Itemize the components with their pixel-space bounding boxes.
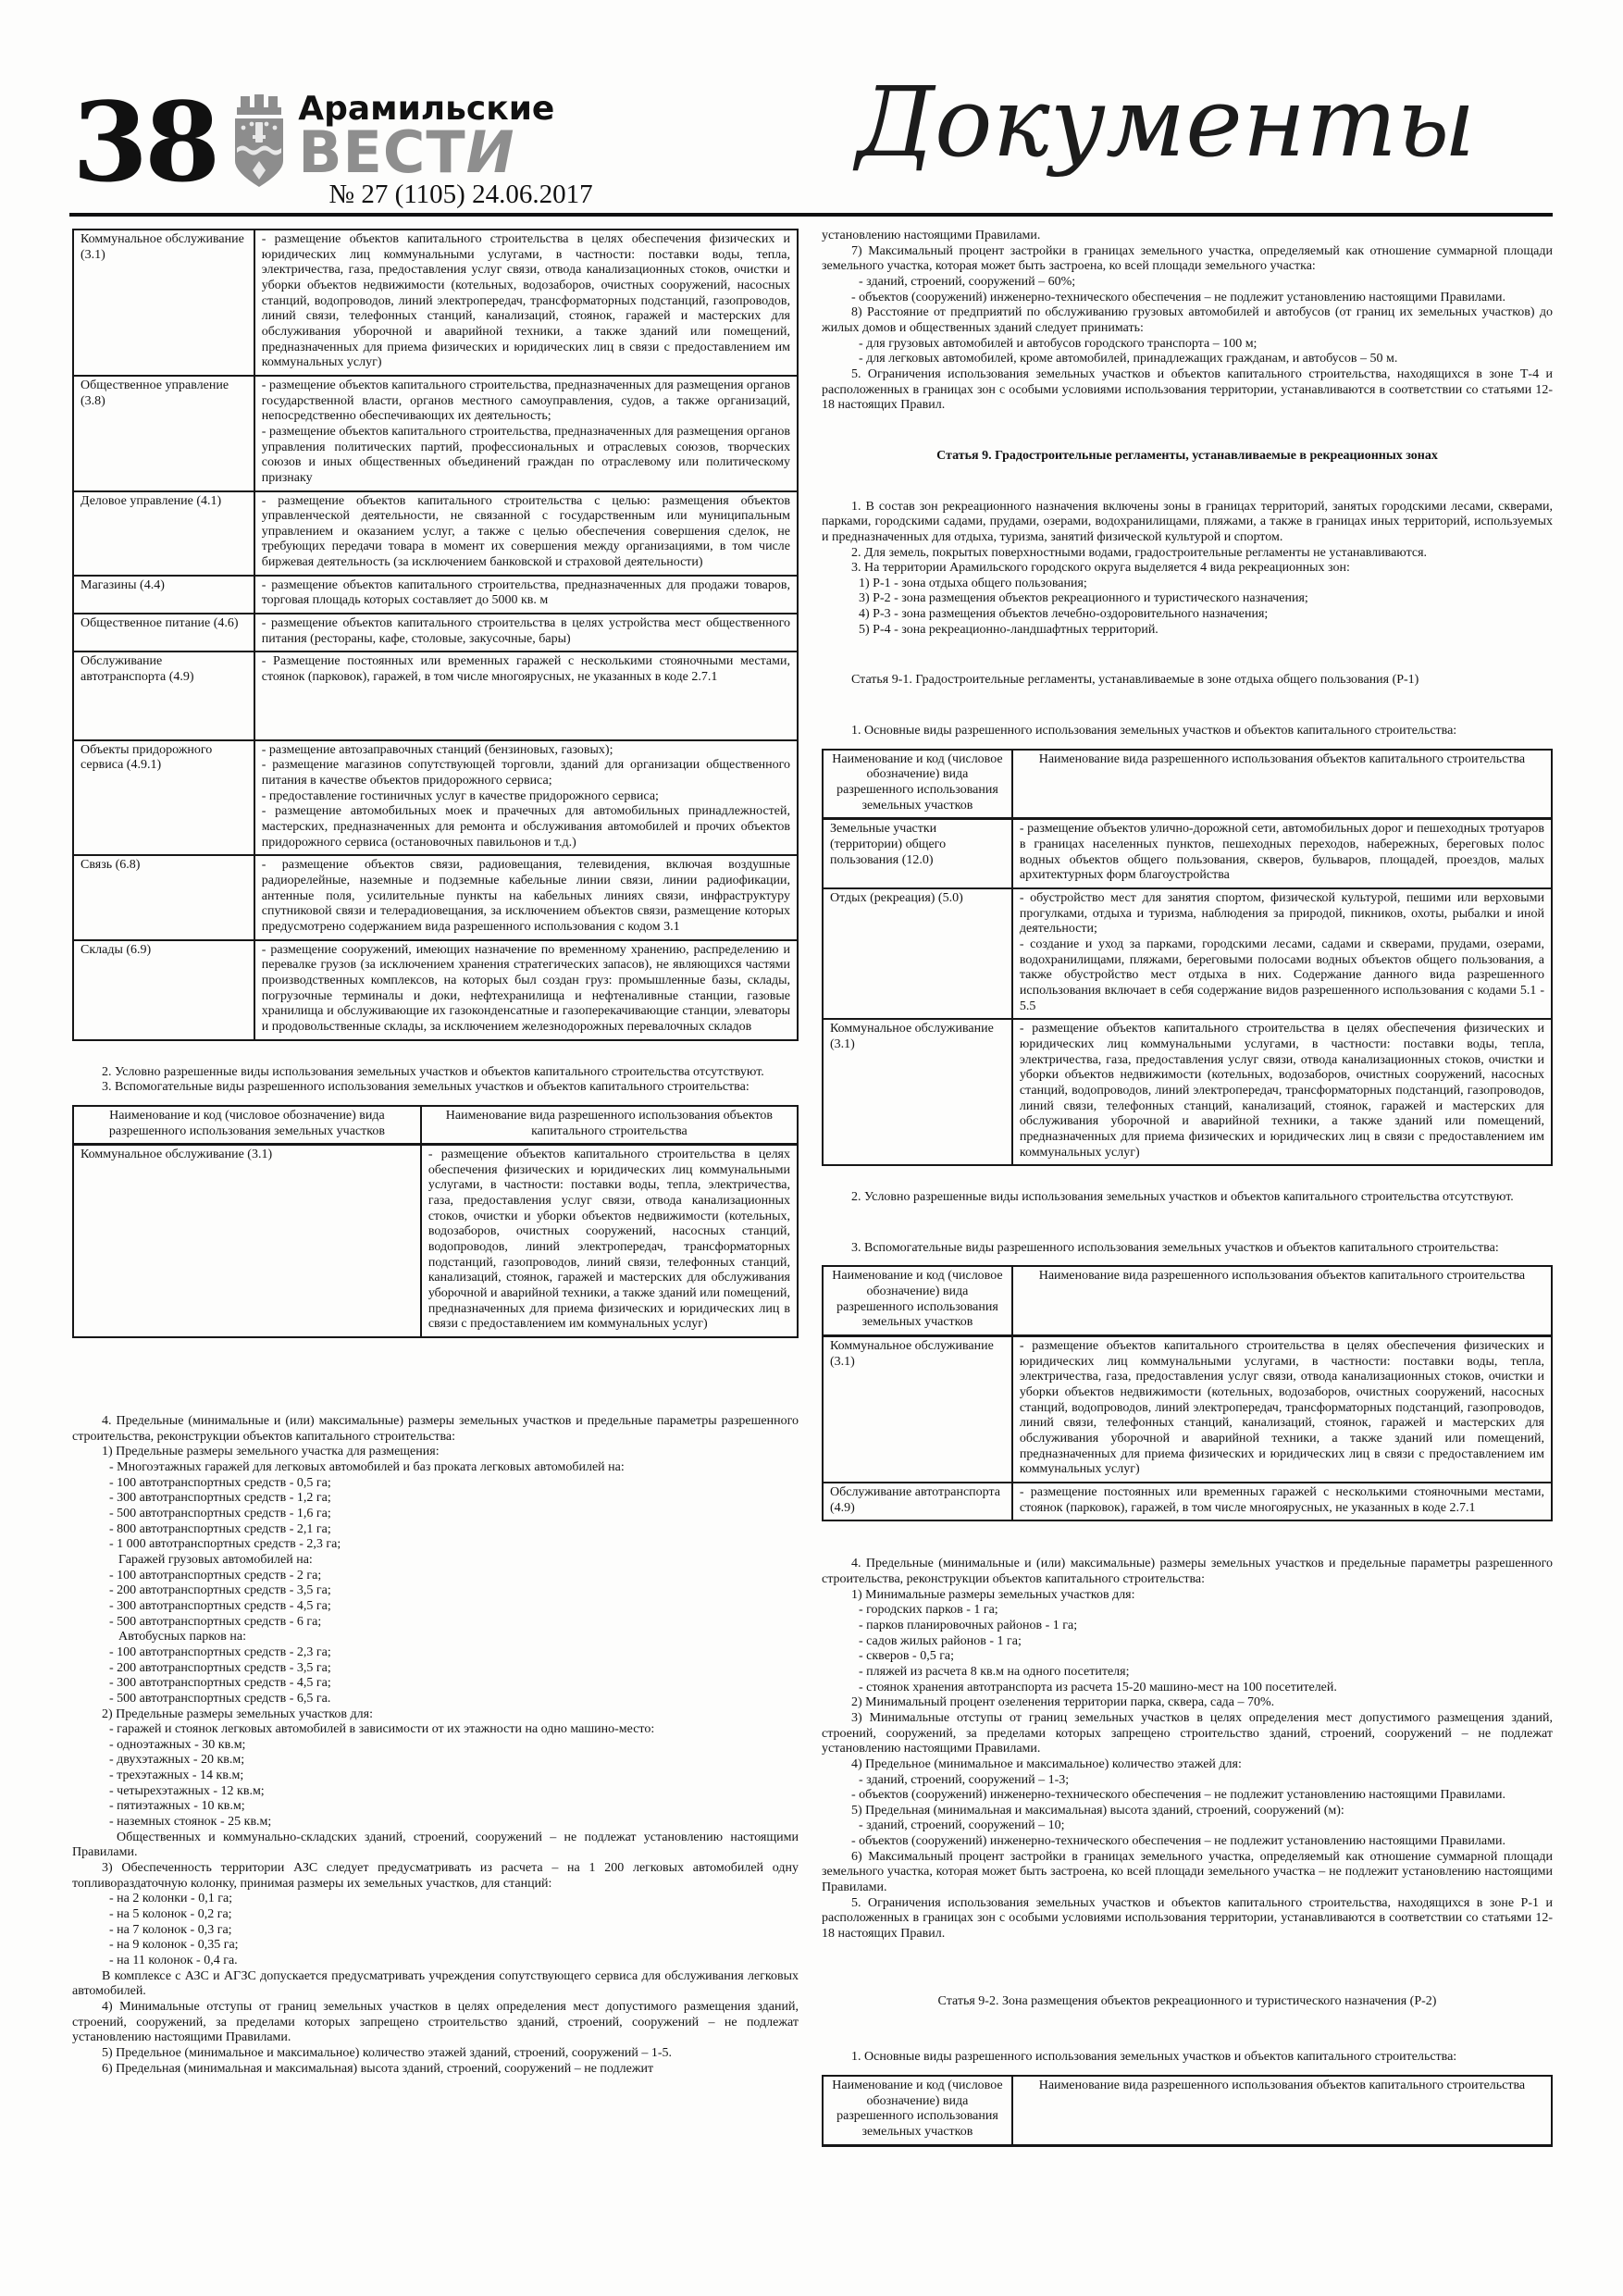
table-row [73, 576, 798, 614]
use-description-item: - обустройство мест для занятия спортом, физической культурой, пешими или верховыми прогулками, отдыха и туризма, наблюдения за природой, пикников, охоты, рыбалки и иной деятельности; [1019, 891, 1544, 937]
use-description-cell [254, 376, 798, 491]
left-column [72, 229, 799, 2077]
table-row [73, 376, 798, 491]
use-description-cell [1012, 819, 1552, 888]
use-description-item: - Размещение постоянных или временных гаражей с несколькими стояночными местами, стоянок (парковок), гаражей, в том числе многоярусных, не указанных в коде 2.7.1 [261, 654, 790, 685]
paragraph: - объектов (сооружений) инженерно-технического обеспечения – не подлежит установлению настоящими Правилами. [851, 1834, 1505, 1849]
land-use-table [822, 1265, 1553, 1521]
table-row [73, 491, 798, 576]
paragraph: 2) Минимальный процент озеленения территории парка, сквера, сада – 70%. [851, 1695, 1275, 1710]
list-item: Автобусных парков на: [118, 1630, 247, 1644]
list-item: - гаражей и стоянок легковых автомобилей в зависимости от их этажности на одно машино-место: [109, 1722, 655, 1737]
use-name-cell: Обслуживание автотранспорта (4.9) [73, 652, 254, 739]
list-item: - 100 автотранспортных средств - 0,5 га; [109, 1475, 331, 1490]
list-item: - на 2 колонки - 0,1 га; [109, 1892, 233, 1906]
list-item: - 100 автотранспортных средств - 2,3 га; [109, 1644, 331, 1659]
use-name-cell: Общественное управление (3.8) [73, 376, 254, 491]
use-description-item: - размещение объектов капитального строительства, предназначенных для продажи товаров, торговая площадь которых составляет до 5000 кв. м [261, 577, 790, 608]
use-description-item: - размещение объектов улично-дорожной сети, автомобильных дорог и пешеходных тротуаров в границах населенных пунктов, пешеходных переходов, набережных, береговых полос водных объектов общего пользования, скверов, бульваров, площадей, проездов, малых архитектурных форм благоустройства [1019, 822, 1544, 883]
list-item: - зданий, строений, сооружений – 1-3; [859, 1772, 1070, 1787]
masthead-title [298, 90, 555, 186]
use-description-cell [1012, 1483, 1552, 1520]
list-item: - трехэтажных - 14 кв.м; [109, 1769, 244, 1783]
paragraph: - объектов (сооружений) инженерно-технического обеспечения – не подлежит установлению настоящими Правилами. [851, 1788, 1505, 1803]
table-row [73, 940, 798, 1040]
list-item: 3) Р-2 - зона размещения объектов рекреационного и туристического назначения; [859, 591, 1308, 606]
paragraph: 3. Вспомогательные виды разрешенного использования земельных участков и объектов капитального строительства: [851, 1240, 1499, 1255]
paragraph: Статья 9-1. Градостроительные регламенты, устанавливаемые в зоне отдыха общего пользования (Р-1) [851, 673, 1419, 688]
paragraph: 3. Вспомогательные виды разрешенного использования земельных участков и объектов капитального строительства: [102, 1080, 750, 1095]
use-name-cell: Общественное питание (4.6) [73, 614, 254, 652]
right-column [822, 229, 1553, 2147]
use-description-item: - предоставление гостиничных услуг в качестве придорожного сервиса; [261, 788, 659, 803]
list-item: - городских парков - 1 га; [859, 1603, 998, 1618]
list-item: - 200 автотранспортных средств - 3,5 га; [109, 1660, 331, 1675]
list-item: - 300 автотранспортных средств - 4,5 га; [109, 1676, 331, 1691]
header-rule [69, 213, 1553, 217]
masthead [72, 78, 683, 220]
list-item: - 500 автотранспортных средств - 1,6 га; [109, 1506, 331, 1520]
list-item: - 300 автотранспортных средств - 1,2 га; [109, 1491, 331, 1506]
list-item: - пляжей из расчета 8 кв.м на одного посетителя; [859, 1664, 1130, 1679]
use-name-cell: Объекты придорожного сервиса (4.9.1) [73, 740, 254, 856]
table-header-cell: Наименование вида разрешенного использования объектов капитального строительства [421, 1106, 798, 1145]
list-item: 4) Р-3 - зона размещения объектов лечебно-оздоровительного назначения; [859, 607, 1269, 622]
use-description-cell [254, 491, 798, 576]
use-name-cell: Деловое управление (4.1) [73, 491, 254, 576]
table-row [823, 1336, 1552, 1483]
table-row [73, 652, 798, 739]
table-header-cell: Наименование и код (числовое обозначение) вида разрешенного использования земельных участков [823, 2076, 1012, 2145]
issue-line: № 27 (1105) 24.06.2017 [328, 180, 593, 209]
table-header-row [73, 1106, 798, 1145]
use-description-cell [254, 652, 798, 739]
paragraph: 3) Обеспеченность территории АЗС следует предусматривать из расчета – на 1 200 легковых автомобилей одну топливораздаточную колонку, принимая размеры их земельных участков, для станций: [72, 1861, 799, 1891]
list-item: - четырехэтажных - 12 кв.м; [109, 1783, 265, 1798]
use-description-cell [254, 230, 798, 376]
use-description-item: - создание и уход за парками, городскими лесами, садами и скверами, прудами, озерами, водохранилищами, пляжами, береговыми полосами водных объектов общего пользования, а также обустройство мест отдыха в них. Содержание данного вида разрешенного использования включает в себя содержание видов разрешенного использования с кодами 5.1 - 5.5 [1019, 937, 1544, 1013]
list-item: - парков планировочных районов - 1 га; [859, 1618, 1078, 1632]
paragraph: 6) Предельная (минимальная и максимальная) высота зданий, строений, сооружений – не подлежит [102, 2061, 654, 2076]
use-description-item: - размещение объектов капитального строительства, предназначенных для размещения органов государственной власти, органов местного самоуправления, судов, а также организаций, непосредственно обеспечивающих их деятельность; [261, 378, 790, 424]
use-description-item: - размещение объектов капитального строительства в целях обеспечения физических и юридических лиц коммунальными услугами, в частности: поставки воды, тепла, электричества, газа, предоставления услуг связи, отвода канализационных стоков, очистки и уборки объектов недвижимости (котельных, водозаборов, очистных сооружений, насосных станций, водопроводов, линий электропередач, трансформаторных подстанций, газопроводов, линий связи, телефонных станций, канализаций, стоянок, гаражей и мастерских для обслуживания уборочной и аварийной техники, а также зданий или помещений, предназначенных для приема физических и юридических лиц в связи с предоставлением им коммунальных услуг) [1019, 1339, 1544, 1477]
land-use-table [72, 1105, 799, 1338]
table-row [73, 614, 798, 652]
use-description-cell [254, 614, 798, 652]
masthead-title-top: Арамильские [298, 90, 555, 128]
list-item: - 100 автотранспортных средств - 2 га; [109, 1568, 322, 1582]
table-row [823, 1019, 1552, 1165]
use-description-cell [254, 740, 798, 856]
list-item: - для грузовых автомобилей и автобусов городского транспорта – 100 м; [859, 336, 1258, 351]
use-name-cell: Связь (6.8) [73, 855, 254, 939]
use-description-item: - размещение объектов капитального строительства в целях обеспечения физических и юридических лиц коммунальными услугами, в частности: поставки воды, тепла, электричества, газа, предоставления услуг связи, отвода канализационных стоков, очистки и уборки объектов недвижимости (котельных, водозаборов, очистных сооружений, насосных станций, водопроводов, линий электропередач, трансформаторных подстанций, газопроводов, линий связи, телефонных станций, канализаций, стоянок, гаражей и мастерских для обслуживания уборочной и аварийной техники, а также зданий или помещений, предназначенных для приема физических и юридических лиц в связи с предоставлением им коммунальных услуг) [427, 1148, 790, 1332]
article-heading: Статья 9-2. Зона размещения объектов рекреационного и туристического назначения (Р-2) [937, 1993, 1437, 2008]
land-use-table [72, 229, 799, 1041]
list-item: - на 11 колонок - 0,4 га. [109, 1954, 238, 1967]
article-heading: Статья 9. Градостроительные регламенты, устанавливаемые в рекреационных зонах [936, 448, 1438, 463]
table-header-row [823, 750, 1552, 819]
use-description-item: - размещение объектов капитального строительства в целях обеспечения физических и юридических лиц коммунальными услугами, в частности: поставки воды, тепла, электричества, газа, предоставления услуг связи, отвода канализационных стоков, очистки и уборки объектов недвижимости (котельных, водозаборов, очистных сооружений, насосных станций, водопроводов, линий электропередач, трансформаторных подстанций, газопроводов, линий связи, телефонных станций, канализаций, стоянок, гаражей и мастерских для обслуживания уборочной и аварийной техники, а также зданий или помещений, предназначенных для приема физических и юридических лиц в связи с предоставлением им коммунальных услуг) [261, 232, 790, 370]
table-header-cell: Наименование вида разрешенного использования объектов капитального строительства [1012, 1266, 1552, 1335]
use-name-cell: Магазины (4.4) [73, 576, 254, 614]
paragraph: 5. Ограничения использования земельных участков и объектов капитального строительства, находящихся в зоне Т-4 и расположенных в границах зон с особыми условиями использования территории, устанавливаются в соответствии со статьями 12-18 настоящих Правил. [822, 366, 1553, 413]
table-header-cell: Наименование и код (числовое обозначение) вида разрешенного использования земельных участков [73, 1106, 421, 1145]
list-item: Гаражей грузовых автомобилей на: [118, 1552, 313, 1567]
table-header-row [823, 2076, 1552, 2145]
table-header-cell: Наименование вида разрешенного использования объектов капитального строительства [1012, 2076, 1552, 2145]
use-name-cell: Коммунальное обслуживание (3.1) [73, 230, 254, 376]
list-item: - пятиэтажных - 10 кв.м; [109, 1799, 245, 1814]
paragraph: 1. Основные виды разрешенного использования земельных участков и объектов капитального строительства: [851, 724, 1457, 738]
table-row [73, 855, 798, 939]
paragraph: 2. Условно разрешенные виды использования земельных участков и объектов капитального строительства отсутствуют. [102, 1064, 764, 1079]
paragraph: - объектов (сооружений) инженерно-технического обеспечения – не подлежит установлению настоящими Правилами. [851, 290, 1505, 304]
paragraph: Общественных и коммунально-складских зданий, строений, сооружений – не подлежат установлению настоящими Правилами. [72, 1830, 799, 1860]
use-name-cell: Коммунальное обслуживание (3.1) [823, 1336, 1012, 1483]
use-description-cell [254, 855, 798, 939]
paragraph: 4) Предельное (минимальное и максимальное) количество этажей для: [851, 1756, 1242, 1771]
paragraph: 1. В состав зон рекреационного назначения включены зоны в границах территорий, занятых городскими лесами, скверами, парками, городскими садами, прудами, озерами, водохранилищами, пляжами, а также в границах иных территорий, используемых и предназначенных для отдыха, туризма, занятий физической культурой и спортом. [822, 499, 1553, 544]
table-row [823, 819, 1552, 888]
table-row [73, 230, 798, 376]
use-name-cell: Обслуживание автотранспорта (4.9) [823, 1483, 1012, 1520]
use-description-item: - размещение автозаправочных станций (бензиновых, газовых); [261, 742, 613, 757]
table-header-row [823, 1266, 1552, 1335]
list-item: 1) Р-1 - зона отдыха общего пользования; [859, 576, 1087, 590]
use-description-cell [1012, 888, 1552, 1019]
list-item: - 300 автотранспортных средств - 4,5 га; [109, 1598, 331, 1613]
use-description-cell [1012, 1019, 1552, 1165]
list-item: - 500 автотранспортных средств - 6 га; [109, 1614, 322, 1629]
list-item: - 800 автотранспортных средств - 2,1 га; [109, 1521, 331, 1536]
use-description-cell [1012, 1336, 1552, 1483]
use-name-cell: Земельные участки (территории) общего пользования (12.0) [823, 819, 1012, 888]
paragraph: 6) Максимальный процент застройки в границах земельного участка, определяемый как отношение суммарной площади земельного участка, которая может быть застроена, ко всей площади земельного участка – не подлежит установлению настоящими Правилами. [822, 1849, 1553, 1895]
paragraph: 8) Расстояние от предприятий по обслуживанию грузовых автомобилей и автобусов (от границ их земельных участков) до жилых домов и общественных зданий следует принимать: [822, 305, 1553, 335]
use-description-item: - размещение объектов связи, радиовещания, телевидения, включая воздушные радиорелейные, наземные и подземные кабельные линии связи, линии радиофикации, антенные поля, усилительные пункты на кабельных линиях связи, инфраструктуру спутниковой связи и телерадиовещания, за исключением объектов связи, размещение которых предусмотрено содержанием вида разрешенного использования с кодом 3.1 [261, 858, 790, 934]
paragraph: 4. Предельные (минимальные и (или) максимальные) размеры земельных участков и предельные параметры разрешенного строительства, реконструкции объектов капитального строительства: [72, 1414, 799, 1444]
table-header-cell: Наименование вида разрешенного использования объектов капитального строительства [1012, 750, 1552, 819]
use-description-cell [254, 940, 798, 1040]
use-description-item: - размещение объектов капитального строительства, предназначенных для размещения органов управления политических партий, профессиональных и отраслевых союзов, творческих союзов и иных общественных объединений граждан по отраслевому или политическому признаку [261, 424, 790, 485]
use-description-item: - размещение объектов капитального строительства в целях устройства мест общественного питания (рестораны, кафе, столовые, закусочные, бары) [261, 616, 790, 646]
section-title: Документы [856, 66, 1476, 179]
paragraph: 7) Максимальный процент застройки в границах земельного участка, определяемый как отношение суммарной площади земельного участка, которая может быть застроена, ко всей площади земельного участка: [822, 243, 1553, 274]
list-item: - наземных стоянок - 25 кв.м; [109, 1815, 272, 1830]
list-item: - 500 автотранспортных средств - 6,5 га. [109, 1691, 331, 1706]
list-item: - на 9 колонок - 0,35 га; [109, 1938, 239, 1953]
paragraph: 5) Предельное (минимальное и максимальное) количество этажей зданий, строений, сооружений – 1-5. [102, 2045, 673, 2060]
use-description-item: - размещение объектов капитального строительства с целью: размещения объектов управленческой деятельности, не связанной с государственным или муниципальным управлением и оказанием услуг, а также с целью обеспечения совершения сделок, не требующих передачи товара в момент их совершения между организациями, в том числе биржевая деятельность (за исключением банковской и страховой деятельности) [261, 493, 790, 570]
list-item: - одноэтажных - 30 кв.м; [109, 1737, 246, 1752]
list-item: - на 7 колонок - 0,3 га; [109, 1922, 232, 1937]
paragraph: 4) Минимальные отступы от границ земельных участков в целях определения мест допустимого размещения зданий, строений, сооружений, за пределами которых запрещено строительство зданий, строений, сооружений – не подлежат установлению настоящими Правилами. [72, 1999, 799, 2045]
list-item: - зданий, строений, сооружений – 60%; [859, 274, 1076, 289]
list-item: - на 5 колонок - 0,2 га; [109, 1907, 232, 1922]
use-description-cell [421, 1145, 798, 1337]
land-use-table [822, 2075, 1553, 2147]
paragraph: 2) Предельные размеры земельных участков для: [102, 1706, 373, 1721]
paragraph: 1. Основные виды разрешенного использования земельных участков и объектов капитального строительства: [851, 2050, 1457, 2065]
list-item: 5) Р-4 - зона рекреационно-ландшафтных территорий. [859, 622, 1158, 637]
list-item: - для легковых автомобилей, кроме автомобилей, принадлежащих гражданам, и автобусов – 50 м. [859, 352, 1398, 366]
use-description-item: - размещение объектов капитального строительства в целях обеспечения физических и юридических лиц коммунальными услугами, в частности: поставки воды, тепла, электричества, газа, предоставления услуг связи, отвода канализационных стоков, очистки и уборки объектов недвижимости (котельных, водозаборов, очистных сооружений, насосных станций, водопроводов, линий электропередач, трансформаторных подстанций, газопроводов, линий связи, телефонных станций, канализаций, стоянок, гаражей и мастерских для обслуживания уборочной и аварийной техники, а также зданий или помещений, предназначенных для приема физических и юридических лиц в связи с предоставлением им коммунальных услуг) [1019, 1022, 1544, 1160]
masthead-title-bottom: ВЕСТИ [298, 118, 515, 186]
list-item: - 1 000 автотранспортных средств - 2,3 га; [109, 1537, 341, 1552]
paragraph: установлению настоящими Правилами. [822, 229, 1041, 242]
paragraph: В комплексе с АЗС и АГЗС допускается предусматривать учреждения сопутствующего сервиса для обслуживания легковых автомобилей. [72, 1968, 799, 1999]
paragraph: 3) Минимальные отступы от границ земельных участков в целях определения мест допустимого размещения зданий, строений, сооружений, за пределами которых запрещено строительство зданий, строений, сооружений – не подлежат установлению настоящими Правилами. [822, 1710, 1553, 1756]
list-item: - зданий, строений, сооружений – 10; [859, 1818, 1065, 1833]
paragraph: 2. Для земель, покрытых поверхностными водами, градостроительные регламенты не устанавливаются. [851, 545, 1428, 560]
use-name-cell: Коммунальное обслуживание (3.1) [73, 1145, 421, 1337]
paragraph: 2. Условно разрешенные виды использования земельных участков и объектов капитального строительства отсутствуют. [851, 1190, 1514, 1205]
paragraph: 1) Предельные размеры земельного участка для размещения: [102, 1445, 440, 1459]
list-item: - 200 автотранспортных средств - 3,5 га; [109, 1583, 331, 1598]
use-description-item: - размещение постоянных или временных гаражей с несколькими стояночными местами, стоянок (парковок), гаражей, в том числе многоярусных, не указанных в коде 2.7.1 [1019, 1485, 1544, 1515]
use-description-item: - размещение автомобильных моек и прачечных для автомобильных принадлежностей, мастерских, предназначенных для ремонта и обслуживания автомобилей и прочих объектов придорожного сервиса (остановочных павильонов и т.д.) [261, 804, 790, 850]
page-number: 38 [72, 78, 217, 206]
list-item: - стоянок хранения автотранспорта из расчета 15-20 машино-мест на 100 посетителей. [859, 1680, 1337, 1694]
paragraph: 3. На территории Арамильского городского округа выделяется 4 вида рекреационных зон: [851, 561, 1350, 576]
table-row [823, 888, 1552, 1019]
list-item: - скверов - 0,5 га; [859, 1649, 955, 1664]
table-row [73, 740, 798, 856]
use-name-cell: Отдых (рекреация) (5.0) [823, 888, 1012, 1019]
use-description-item: - размещение магазинов сопутствующей торговли, зданий для организации общественного питания в качестве объектов придорожного сервиса; [261, 758, 790, 788]
paragraph: 5) Предельная (минимальная и максимальная) высота зданий, строений, сооружений (м): [851, 1803, 1344, 1818]
paragraph: 5. Ограничения использования земельных участков и объектов капитального строительства, находящихся в зоне Р-1 и расположенных в границах зон с особыми условиями использования территории, устанавливаются в соответствии со статьями 12-18 настоящих Правил. [822, 1895, 1553, 1942]
land-use-table [822, 749, 1553, 1166]
table-header-cell: Наименование и код (числовое обозначение) вида разрешенного использования земельных участков [823, 750, 1012, 819]
use-name-cell: Склады (6.9) [73, 940, 254, 1040]
use-name-cell: Коммунальное обслуживание (3.1) [823, 1019, 1012, 1165]
table-row [823, 1483, 1552, 1520]
use-description-item: - размещение сооружений, имеющих назначение по временному хранению, распределению и перевалке грузов (за исключением хранения стратегических запасов), не являющихся частями производственных комплексов, на которых был создан груз: промышленные базы, склады, погрузочные терминалы и доки, нефтехранилища и нефтеналивные станции, газовые хранилища и обслуживающие их газоконденсатные и газоперекачивающие станции, элеваторы и продовольственные склады, за исключением железнодорожных перевалочных складов [261, 942, 790, 1034]
list-item: - садов жилых районов - 1 га; [859, 1633, 1022, 1648]
paragraph: 4. Предельные (минимальные и (или) максимальные) размеры земельных участков и предельные параметры разрешенного строительства, реконструкции объектов капитального строительства: [822, 1557, 1553, 1586]
use-description-cell [254, 576, 798, 614]
table-header-cell: Наименование и код (числовое обозначение) вида разрешенного использования земельных участков [823, 1266, 1012, 1335]
paragraph: 1) Минимальные размеры земельных участков для: [851, 1587, 1135, 1602]
list-item: - Многоэтажных гаражей для легковых автомобилей и баз проката легковых автомобилей на: [109, 1460, 625, 1474]
table-row [73, 1145, 798, 1337]
list-item: - двухэтажных - 20 кв.м; [109, 1753, 245, 1768]
